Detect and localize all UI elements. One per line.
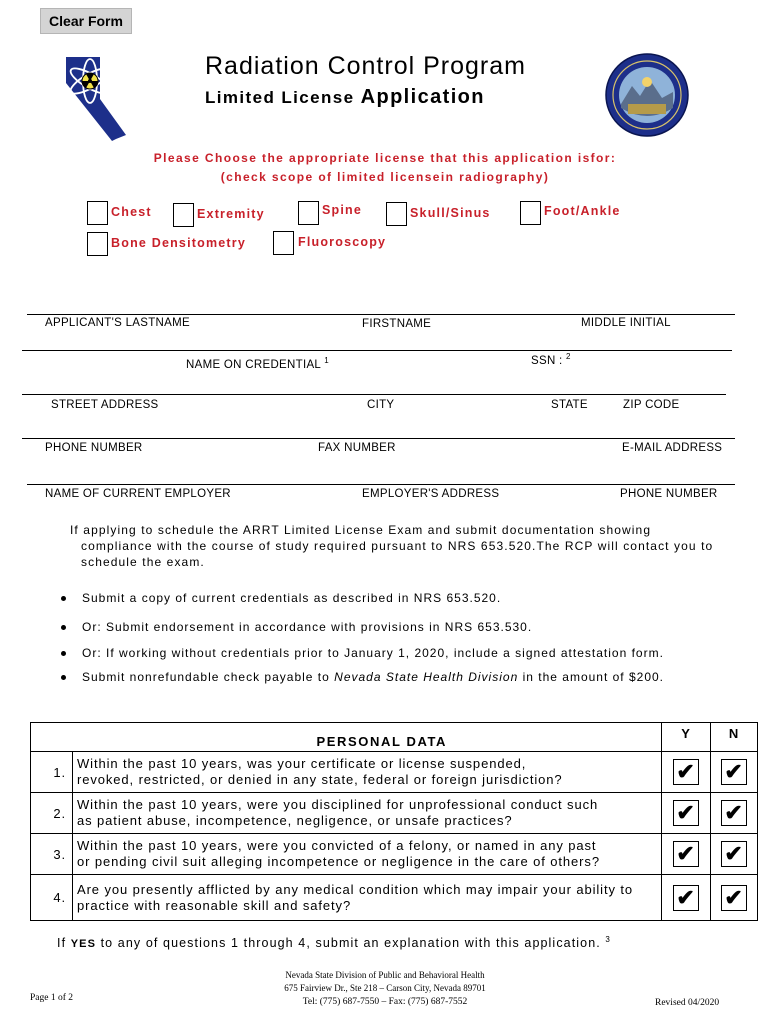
name-on-credential-label — [186, 356, 329, 371]
personal-data-table — [30, 722, 758, 921]
question-2-no-checkbox[interactable]: ✔ — [721, 800, 747, 826]
name-on-credential-text: NAME ON CREDENTIAL — [186, 358, 321, 371]
city-label: CITY — [367, 399, 395, 411]
fax-number-label: FAX NUMBER — [318, 442, 396, 454]
nevada-state-seal — [604, 52, 690, 143]
address-line[interactable] — [22, 394, 726, 395]
question-number: 3. — [31, 834, 73, 875]
chest-checkbox[interactable] — [87, 201, 108, 225]
bullet-fee — [82, 670, 664, 684]
bullet-dot — [61, 675, 66, 680]
question-text — [73, 875, 662, 921]
personal-data-heading: PERSONAL DATA — [73, 723, 662, 752]
foot-ankle-checkbox[interactable] — [520, 201, 541, 225]
exam-instruction-line1: If applying to schedule the ARRT Limited License Exam and submit documentation showing — [70, 523, 652, 537]
question-4-line1: Are you presently afflicted by any medical condition which may impair your ability to — [77, 881, 634, 897]
exam-instruction-line3: schedule the exam. — [81, 555, 205, 569]
no-column-header: N — [711, 723, 758, 752]
question-4-line2: practice with reasonable skill and safety? — [77, 897, 352, 913]
fluoroscopy-checkbox[interactable] — [273, 231, 294, 255]
spine-checkbox[interactable] — [298, 201, 319, 225]
middle-initial-label: MIDDLE INITIAL — [581, 317, 671, 329]
page-title: Radiation Control Program — [205, 52, 526, 80]
extremity-label: Extremity — [197, 207, 265, 221]
yes-column-header: Y — [662, 723, 711, 752]
ssn-text: SSN : — [531, 354, 563, 367]
bullet-credentials: Submit a copy of current credentials as described in NRS 653.520. — [82, 591, 502, 605]
extremity-checkbox[interactable] — [173, 203, 194, 227]
footnote-3: 3 — [605, 935, 611, 944]
fee-text-pre: Submit nonrefundable check payable to — [82, 670, 335, 684]
yes-explanation-note — [57, 932, 611, 953]
question-3-no-checkbox[interactable]: ✔ — [721, 841, 747, 867]
license-choice-instruction: Please Choose the appropriate license that this application isfor: — [153, 151, 617, 165]
page-subtitle — [205, 86, 485, 109]
foot-ankle-label: Foot/Ankle — [544, 204, 621, 218]
contact-line[interactable] — [22, 438, 735, 439]
question-text — [73, 752, 662, 793]
question-2-yes-checkbox[interactable]: ✔ — [673, 800, 699, 826]
phone-number-label: PHONE NUMBER — [45, 442, 143, 454]
question-1-line2: revoked, restricted, or denied in any state, federal or foreign jurisdiction? — [77, 772, 563, 787]
name-line[interactable] — [27, 314, 735, 315]
table-row — [31, 834, 758, 875]
question-2-line1: Within the past 10 years, were you disciplined for unprofessional conduct such — [77, 797, 599, 812]
zip-code-label: ZIP CODE — [623, 399, 680, 411]
footnote-2: 2 — [566, 352, 571, 361]
revised-date: Revised 04/2020 — [655, 998, 720, 1008]
bone-densitometry-checkbox[interactable] — [87, 232, 108, 256]
table-row — [31, 793, 758, 834]
employer-phone-label: PHONE NUMBER — [620, 488, 718, 500]
bullet-dot — [61, 651, 66, 656]
footnote-1: 1 — [324, 356, 329, 365]
clear-form-button[interactable]: Clear Form — [40, 8, 132, 34]
last-name-label: APPLICANT'S LASTNAME — [45, 317, 190, 329]
spine-label: Spine — [322, 203, 363, 217]
page-number: Page 1 of 2 — [30, 993, 74, 1003]
question-1-no-checkbox[interactable]: ✔ — [721, 759, 747, 785]
question-3-yes-checkbox[interactable]: ✔ — [673, 841, 699, 867]
employer-address-label: EMPLOYER'S ADDRESS — [362, 488, 500, 500]
skull-sinus-checkbox[interactable] — [386, 202, 407, 226]
note-pre: If — [57, 936, 71, 951]
credential-line[interactable] — [22, 350, 732, 351]
question-1-yes-checkbox[interactable]: ✔ — [673, 759, 699, 785]
subtitle-part-b: Application — [360, 86, 485, 108]
first-name-label: FIRSTNAME — [362, 318, 432, 330]
employer-name-label: NAME OF CURRENT EMPLOYER — [45, 488, 231, 500]
question-1-line1: Within the past 10 years, was your certificate or license suspended, — [77, 756, 527, 771]
footer-phone: Tel: (775) 687-7550 – Fax: (775) 687-7552 — [302, 997, 468, 1007]
bullet-dot — [61, 596, 66, 601]
question-number: 2. — [31, 793, 73, 834]
nevada-radiation-logo — [62, 55, 128, 146]
fee-text-post: in the amount of $200. — [518, 670, 665, 684]
table-row — [31, 752, 758, 793]
question-3-line1: Within the past 10 years, were you convicted of a felony, or named in any past — [77, 838, 597, 853]
chest-label: Chest — [111, 205, 152, 219]
footer-address: 675 Fairview Dr., Ste 218 – Carson City, Nevada 89701 — [284, 983, 486, 993]
bullet-dot — [61, 625, 66, 630]
fluoroscopy-label: Fluoroscopy — [298, 235, 387, 249]
email-address-label: E-MAIL ADDRESS — [622, 442, 723, 454]
question-number: 1. — [31, 752, 73, 793]
ssn-label — [531, 352, 571, 367]
question-2-line2: as patient abuse, incompetence, negligence, or unsafe practices? — [77, 813, 513, 828]
question-text — [73, 834, 662, 875]
question-3-line2: or pending civil suit alleging incompetence or negligence in the care of others? — [77, 854, 600, 869]
bullet-endorsement: Or: Submit endorsement in accordance with provisions in NRS 653.530. — [82, 620, 533, 634]
exam-instruction-line2: compliance with the course of study required pursuant to NRS 653.520.The RCP will contact you to — [81, 539, 714, 553]
state-label: STATE — [551, 399, 588, 411]
note-yes: YES — [70, 938, 97, 951]
bone-densitometry-label: Bone Densitometry — [111, 236, 247, 250]
note-post: to any of questions 1 through 4, submit an explanation with this application. — [96, 936, 601, 951]
street-address-label: STREET ADDRESS — [51, 399, 159, 411]
table-header-row — [31, 723, 758, 752]
skull-sinus-label: Skull/Sinus — [410, 206, 491, 220]
bullet-attestation: Or: If working without credentials prior to January 1, 2020, include a signed attestation form. — [82, 646, 664, 660]
question-number: 4. — [31, 875, 73, 921]
question-4-no-checkbox[interactable]: ✔ — [721, 885, 747, 911]
question-4-yes-checkbox[interactable]: ✔ — [673, 885, 699, 911]
employer-line[interactable] — [27, 484, 735, 485]
license-scope-instruction: (check scope of limited licensein radiography) — [220, 170, 550, 184]
question-text — [73, 793, 662, 834]
table-row — [31, 875, 758, 921]
subtitle-part-a: Limited License — [205, 88, 361, 107]
footer-org: Nevada State Division of Public and Behavioral Health — [285, 970, 485, 980]
fee-payee: Nevada State Health Division — [334, 670, 519, 684]
